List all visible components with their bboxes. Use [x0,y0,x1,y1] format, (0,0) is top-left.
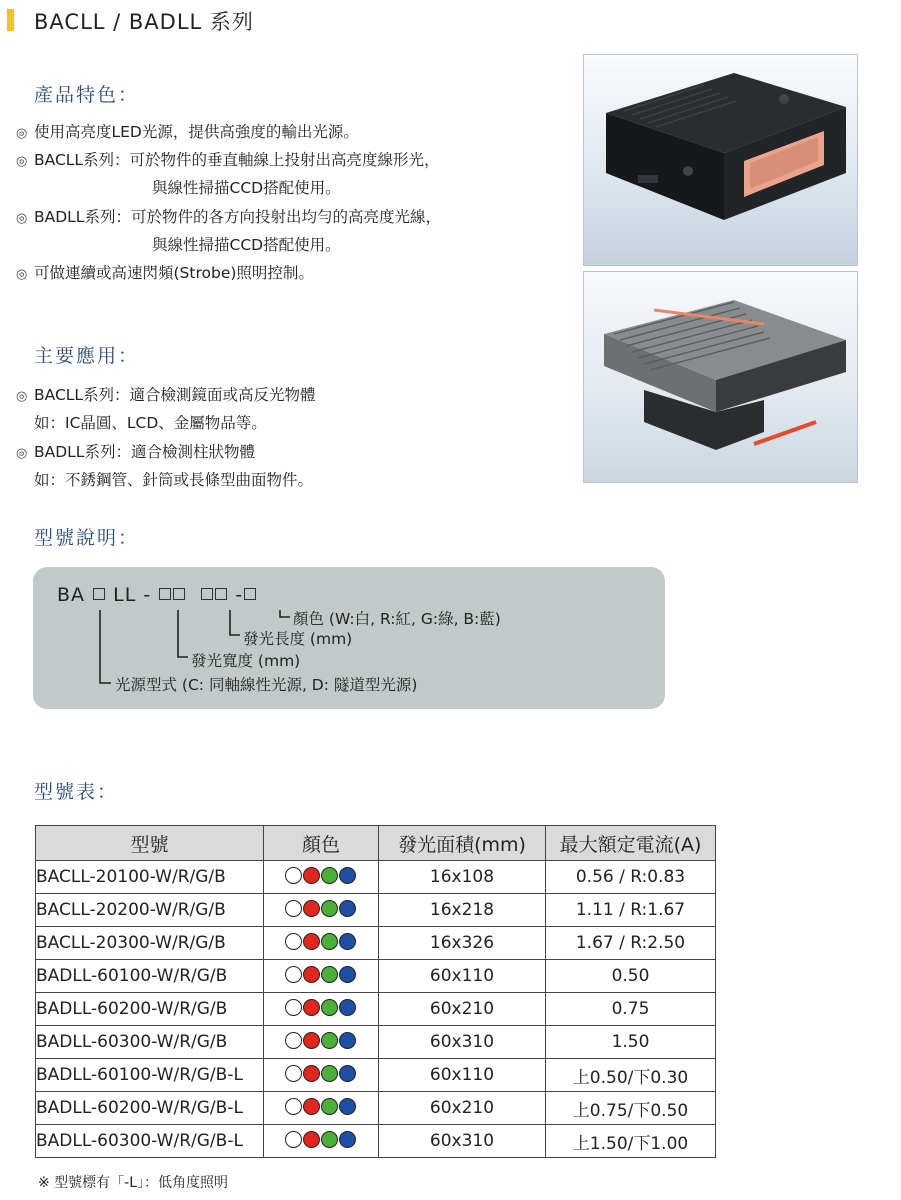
color-swatch-icon [321,1098,338,1115]
model-table-heading: 型號表： [34,781,119,803]
application-item-cont: 如：不銹鋼管、針筒或長條型曲面物件。 [34,471,314,489]
bacll-device-icon [584,55,857,265]
cell-current: 上0.75/下0.50 [546,1092,716,1125]
col-header-current: 最大額定電流(A) [546,826,716,861]
footnote: ※ 型號標有「-L」：低角度照明 [38,1175,229,1191]
color-swatch-icon [285,1032,302,1049]
bullet-icon: ◎ [16,126,28,141]
cell-model: BACLL-20300-W/R/G/B [36,927,264,960]
table-row [36,927,716,960]
cell-color [264,861,379,894]
cell-current: 0.75 [546,993,716,1026]
color-swatch-icon [285,1098,302,1115]
table-header-row [36,826,716,861]
color-swatch-icon [303,933,320,950]
features-heading: 產品特色： [34,84,140,106]
cell-color [264,1059,379,1092]
cell-current: 1.67 / R:2.50 [546,927,716,960]
bullet-icon: ◎ [16,154,28,169]
cell-model: BADLL-60100-W/R/G/B-L [36,1059,264,1092]
application-item: ◎ BADLL系列：適合檢測柱狀物體 [16,443,255,461]
cell-model: BADLL-60300-W/R/G/B-L [36,1125,264,1158]
application-item: ◎ BACLL系列：適合檢測鏡面或高反光物體 [16,386,316,404]
color-swatch-icon [285,999,302,1016]
color-swatch-icon [339,999,356,1016]
color-swatch-icon [321,900,338,917]
cell-color [264,1125,379,1158]
color-swatch-icon [303,1098,320,1115]
color-swatch-icon [285,1065,302,1082]
color-swatch-icon [321,966,338,983]
table-row [36,1059,716,1092]
cell-color [264,993,379,1026]
cell-area: 60x310 [379,1125,546,1158]
product-photo-bacll [583,54,858,266]
feature-item: ◎ BADLL系列：可於物件的各方向投射出均勻的高亮度光線， [16,208,441,226]
color-swatch-icon [321,1131,338,1148]
color-swatch-icon [303,1032,320,1049]
color-swatch-icon [339,1032,356,1049]
cell-current: 0.50 [546,960,716,993]
cell-model: BADLL-60200-W/R/G/B [36,993,264,1026]
badll-device-icon [584,272,857,482]
title-accent-bar [7,9,14,31]
legend-width: 發光寬度 (mm) [191,652,301,670]
cell-color [264,927,379,960]
cell-area: 16x108 [379,861,546,894]
page-title: BACLL / BADLL 系列 [34,10,254,34]
color-swatch-icon [285,900,302,917]
color-swatch-icon [303,966,320,983]
table-row [36,861,716,894]
model-explain-heading: 型號說明： [34,527,140,549]
color-swatch-icon [339,933,356,950]
col-header-color: 顏色 [264,826,379,861]
cell-color [264,1092,379,1125]
legend-length: 發光長度 (mm) [243,630,353,648]
table-row [36,1026,716,1059]
cell-area: 16x326 [379,927,546,960]
cell-current: 上0.50/下0.30 [546,1059,716,1092]
color-swatch-icon [285,966,302,983]
feature-item-cont: 與線性掃描CCD搭配使用。 [152,179,341,197]
cell-model: BADLL-60300-W/R/G/B [36,1026,264,1059]
cell-current: 1.11 / R:1.67 [546,894,716,927]
table-row [36,1125,716,1158]
cell-current: 上1.50/下1.00 [546,1125,716,1158]
color-swatch-icon [339,1131,356,1148]
color-swatch-icon [321,933,338,950]
color-swatch-icon [303,1131,320,1148]
col-header-area: 發光面積(mm) [379,826,546,861]
application-item-cont: 如：IC晶圓、LCD、金屬物品等。 [34,414,267,432]
color-swatch-icon [339,966,356,983]
feature-item: ◎ 使用高亮度LED光源，提供高強度的輸出光源。 [16,123,359,141]
feature-item: ◎ 可做連續或高速閃頻(Strobe)照明控制。 [16,264,314,282]
legend-type: 光源型式 (C: 同軸線性光源, D: 隧道型光源) [115,676,418,694]
model-code-diagram [33,567,665,709]
bullet-icon: ◎ [16,211,28,226]
cell-area: 60x310 [379,1026,546,1059]
cell-color [264,1026,379,1059]
legend-color: 顏色 (W:白, R:紅, G:綠, B:藍) [293,610,501,628]
color-swatch-icon [339,1065,356,1082]
bullet-icon: ◎ [16,389,28,404]
cell-model: BACLL-20200-W/R/G/B [36,894,264,927]
color-swatch-icon [321,1065,338,1082]
color-swatch-icon [321,999,338,1016]
cell-color [264,894,379,927]
color-swatch-icon [285,867,302,884]
color-swatch-icon [285,1131,302,1148]
color-swatch-icon [339,900,356,917]
cell-area: 60x110 [379,960,546,993]
color-swatch-icon [285,933,302,950]
color-swatch-icon [303,999,320,1016]
cell-model: BADLL-60200-W/R/G/B-L [36,1092,264,1125]
cell-area: 60x210 [379,1092,546,1125]
cell-area: 16x218 [379,894,546,927]
feature-item-cont: 與線性掃描CCD搭配使用。 [152,236,341,254]
bullet-icon: ◎ [16,446,28,461]
table-row [36,894,716,927]
color-swatch-icon [303,1065,320,1082]
cell-color [264,960,379,993]
cell-current: 1.50 [546,1026,716,1059]
cell-model: BACLL-20100-W/R/G/B [36,861,264,894]
table-row [36,993,716,1026]
table-row [36,1092,716,1125]
cell-area: 60x210 [379,993,546,1026]
cell-model: BADLL-60100-W/R/G/B [36,960,264,993]
table-row [36,960,716,993]
color-swatch-icon [321,1032,338,1049]
color-swatch-icon [303,900,320,917]
applications-heading: 主要應用： [34,345,140,367]
cell-area: 60x110 [379,1059,546,1092]
cell-current: 0.56 / R:0.83 [546,861,716,894]
color-swatch-icon [321,867,338,884]
color-swatch-icon [339,867,356,884]
model-table [35,825,716,1158]
feature-item: ◎ BACLL系列：可於物件的垂直軸線上投射出高亮度線形光， [16,151,440,169]
color-swatch-icon [339,1098,356,1115]
color-swatch-icon [303,867,320,884]
product-photo-badll [583,271,858,483]
col-header-model: 型號 [36,826,264,861]
model-code: BA LL - - [57,584,257,606]
bullet-icon: ◎ [16,267,28,282]
